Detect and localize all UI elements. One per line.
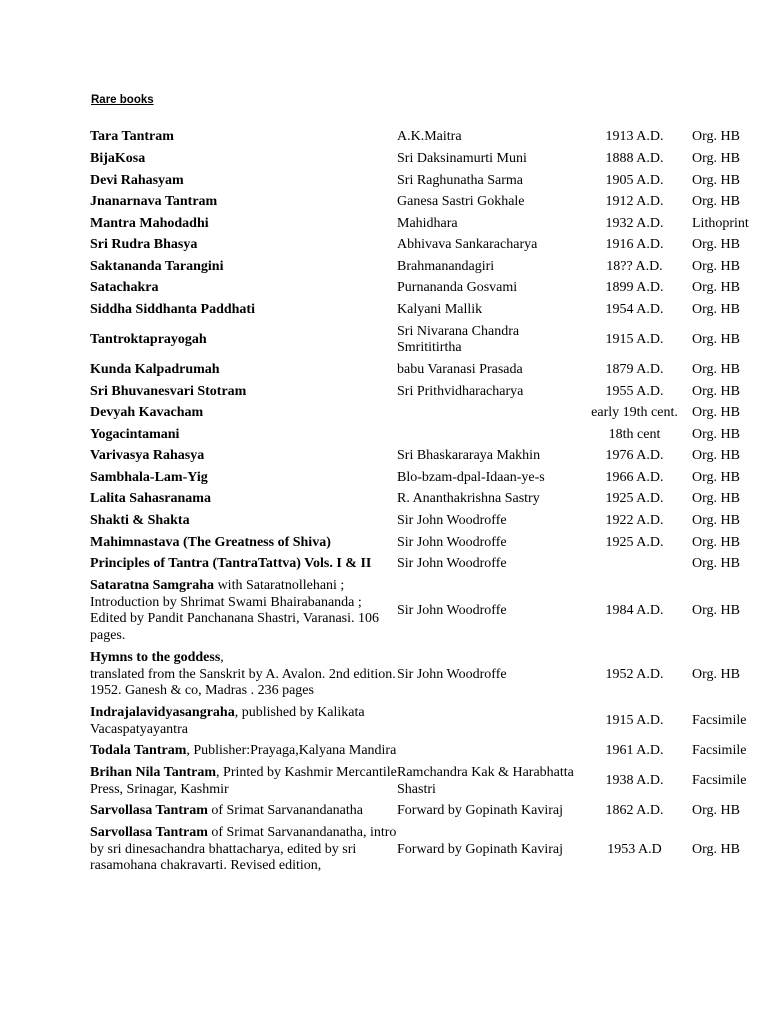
table-row <box>90 321 768 359</box>
book-format: Org. HB <box>692 556 740 572</box>
book-title: BijaKosa <box>90 150 146 166</box>
book-title: Tara Tantram <box>90 129 174 145</box>
book-format: Facsimile <box>692 773 747 789</box>
book-format: Lithoprint <box>692 215 749 231</box>
book-detail: , Printed by Kashmir Mercantile Press, Srinagar, Kashmir <box>90 764 397 797</box>
book-year: 1952 A.D. <box>605 666 664 682</box>
table-row <box>90 511 768 533</box>
book-title-cell <box>90 532 397 554</box>
book-title-cell <box>90 256 397 278</box>
book-year: 1925 A.D. <box>605 534 664 550</box>
book-year: 1932 A.D. <box>605 215 664 231</box>
book-format: Org. HB <box>692 491 740 507</box>
book-format: Org. HB <box>692 150 740 166</box>
table-row <box>90 532 768 554</box>
book-year: 1984 A.D. <box>605 602 664 618</box>
book-detail: with Sataratnollehani ; Introduction by Shrimat Swami Bhairabananda ; Edited by Pandit Panchanana Shastri, Varanasi. 106 pages. <box>90 577 380 644</box>
book-title: Mantra Mahodadhi <box>90 215 209 231</box>
book-title-cell <box>90 762 397 800</box>
book-title-cell <box>90 467 397 489</box>
book-title-cell <box>90 741 397 763</box>
book-author: Sir John Woodroffe <box>397 556 507 572</box>
book-format: Org. HB <box>692 129 740 145</box>
rare-books-rows <box>90 127 768 878</box>
book-author <box>397 403 583 425</box>
book-title: Lalita Sahasranama <box>90 491 211 507</box>
book-title: Indrajalavidyasangraha <box>90 704 235 720</box>
table-row <box>90 801 768 823</box>
book-detail: , translated from the Sanskrit by A. Avalon. 2nd edition. 1952. Ganesh & co, Madras . 236 pages <box>90 649 396 699</box>
book-format: Org. HB <box>692 841 740 857</box>
book-author: Abhivava Sankaracharya <box>397 237 538 253</box>
book-author: Purnananda Gosvami <box>397 280 518 296</box>
book-title: Yogacintamani <box>90 426 180 442</box>
book-year: 1925 A.D. <box>605 491 664 507</box>
book-title: Sri Bhuvanesvari Stotram <box>90 383 247 399</box>
book-title-cell <box>90 801 397 823</box>
table-row <box>90 703 768 741</box>
book-year: 1915 A.D. <box>605 713 664 729</box>
book-author <box>397 703 583 741</box>
book-format: Org. HB <box>692 361 740 377</box>
table-row <box>90 235 768 257</box>
book-author: Sri Bhaskararaya Makhin <box>397 448 541 464</box>
book-format: Org. HB <box>692 172 740 188</box>
book-author: Sri Nivarana Chandra Smrititirtha <box>397 323 520 356</box>
book-author: Sir John Woodroffe <box>397 513 507 529</box>
book-year: 18?? A.D. <box>606 258 663 274</box>
book-title-cell <box>90 647 397 702</box>
rare-books-table <box>90 127 768 878</box>
book-author: babu Varanasi Prasada <box>397 361 523 377</box>
table-row <box>90 489 768 511</box>
book-title-cell <box>90 300 397 322</box>
book-year: 1912 A.D. <box>605 194 664 210</box>
table-row <box>90 554 768 576</box>
book-format: Facsimile <box>692 743 747 759</box>
book-year: 1916 A.D. <box>605 237 664 253</box>
book-title-cell <box>90 127 397 149</box>
book-format: Org. HB <box>692 469 740 485</box>
book-title: Jnanarnava Tantram <box>90 194 218 210</box>
book-title: Brihan Nila Tantram <box>90 764 217 780</box>
book-title-cell <box>90 511 397 533</box>
book-year: 1922 A.D. <box>605 513 664 529</box>
book-format: Org. HB <box>692 383 740 399</box>
book-title-cell <box>90 321 397 359</box>
book-author: Mahidhara <box>397 215 458 231</box>
book-year: 1953 A.D <box>607 841 662 857</box>
table-row <box>90 149 768 171</box>
table-row <box>90 575 768 647</box>
book-title: Hymns to the goddess <box>90 649 221 665</box>
book-year: 1899 A.D. <box>605 280 664 296</box>
book-author: Ganesa Sastri Gokhale <box>397 194 525 210</box>
book-title: Kunda Kalpadrumah <box>90 361 220 377</box>
book-title-cell <box>90 822 397 877</box>
book-title: Principles of Tantra (TantraTattva) Vols. I & II <box>90 556 372 572</box>
table-row <box>90 467 768 489</box>
book-author: Kalyani Mallik <box>397 302 483 318</box>
book-format: Org. HB <box>692 237 740 253</box>
book-title-cell <box>90 403 397 425</box>
book-year: 1888 A.D. <box>605 150 664 166</box>
book-title: Devyah Kavacham <box>90 405 204 421</box>
book-detail: , Publisher:Prayaga,Kalyana Mandira <box>186 743 397 759</box>
table-row <box>90 192 768 214</box>
book-format: Org. HB <box>692 803 740 819</box>
book-year: 1976 A.D. <box>605 448 664 464</box>
book-year: 1954 A.D. <box>605 302 664 318</box>
book-format: Org. HB <box>692 331 740 347</box>
book-title-cell <box>90 213 397 235</box>
book-format: Org. HB <box>692 448 740 464</box>
book-year: 1913 A.D. <box>605 129 664 145</box>
book-author: Sri Daksinamurti Muni <box>397 150 527 166</box>
page-heading: Rare books <box>91 94 154 106</box>
book-author: Forward by Gopinath Kaviraj <box>397 803 564 819</box>
book-title-cell <box>90 170 397 192</box>
table-row <box>90 360 768 382</box>
book-detail: of Srimat Sarvanandanatha <box>207 803 363 819</box>
book-title: Sarvollasa Tantram <box>90 803 208 819</box>
book-year: 1915 A.D. <box>605 331 664 347</box>
book-title-cell <box>90 489 397 511</box>
book-year: 1961 A.D. <box>605 743 664 759</box>
book-year: 1862 A.D. <box>605 803 664 819</box>
book-format: Facsimile <box>692 713 747 729</box>
book-year: 1879 A.D. <box>605 361 664 377</box>
table-row <box>90 127 768 149</box>
book-format: Org. HB <box>692 426 740 442</box>
book-title: Saktananda Tarangini <box>90 258 224 274</box>
book-title-cell <box>90 554 397 576</box>
table-row <box>90 647 768 702</box>
book-detail: of Srimat Sarvanandanatha, intro by sri dinesachandra bhattacharya, edited by sri rasamohana chakravarti. Revised edition, <box>90 824 397 874</box>
book-year: 18th cent <box>608 426 661 442</box>
book-year: 1966 A.D. <box>605 469 664 485</box>
book-year: 1905 A.D. <box>605 172 664 188</box>
book-title: Todala Tantram <box>90 743 187 759</box>
table-row <box>90 762 768 800</box>
book-author: Sri Prithvidharacharya <box>397 383 524 399</box>
book-format: Org. HB <box>692 194 740 210</box>
book-format: Org. HB <box>692 602 740 618</box>
book-format: Org. HB <box>692 666 740 682</box>
book-format: Org. HB <box>692 302 740 318</box>
book-author: Sir John Woodroffe <box>397 534 507 550</box>
book-year: 1938 A.D. <box>605 773 664 789</box>
table-row <box>90 170 768 192</box>
book-title-cell <box>90 149 397 171</box>
book-author: Sir John Woodroffe <box>397 666 507 682</box>
book-title: Varivasya Rahasya <box>90 448 205 464</box>
table-row <box>90 256 768 278</box>
table-row <box>90 446 768 468</box>
book-format: Org. HB <box>692 513 740 529</box>
book-author: Ramchandra Kak & Harabhatta Shastri <box>397 764 574 797</box>
book-year <box>583 554 686 576</box>
book-title: Satachakra <box>90 280 159 296</box>
book-title-cell <box>90 235 397 257</box>
book-format: Org. HB <box>692 405 740 421</box>
book-title: Sataratna Samgraha <box>90 577 215 593</box>
book-year: 1955 A.D. <box>605 383 664 399</box>
book-title-cell <box>90 446 397 468</box>
table-row <box>90 403 768 425</box>
table-row <box>90 822 768 877</box>
book-title: Siddha Siddhanta Paddhati <box>90 302 255 318</box>
book-title: Tantroktaprayogah <box>90 331 207 347</box>
table-row <box>90 381 768 403</box>
book-title-cell <box>90 703 397 741</box>
book-author: Brahmanandagiri <box>397 258 495 274</box>
book-title-cell <box>90 381 397 403</box>
table-row <box>90 741 768 763</box>
book-author: Forward by Gopinath Kaviraj <box>397 841 564 857</box>
book-year: early 19th cent. <box>591 405 678 421</box>
table-row <box>90 278 768 300</box>
table-row <box>90 424 768 446</box>
book-format: Org. HB <box>692 280 740 296</box>
table-row <box>90 213 768 235</box>
book-title: Sarvollasa Tantram <box>90 824 208 840</box>
book-author: Sir John Woodroffe <box>397 602 507 618</box>
book-author <box>397 424 583 446</box>
book-format: Org. HB <box>692 258 740 274</box>
book-title: Sri Rudra Bhasya <box>90 237 198 253</box>
book-format: Org. HB <box>692 534 740 550</box>
book-author: Sri Raghunatha Sarma <box>397 172 523 188</box>
book-title: Devi Rahasyam <box>90 172 184 188</box>
book-title-cell <box>90 278 397 300</box>
book-title-cell <box>90 192 397 214</box>
table-row <box>90 300 768 322</box>
book-title: Mahimnastava (The Greatness of Shiva) <box>90 534 331 550</box>
book-detail: , published by Kalikata Vacaspatyayantra <box>90 704 365 737</box>
book-author <box>397 741 583 763</box>
book-author: A.K.Maitra <box>397 129 462 145</box>
book-author: R. Ananthakrishna Sastry <box>397 491 540 507</box>
book-title-cell <box>90 575 397 647</box>
book-title-cell <box>90 360 397 382</box>
book-title: Sambhala-Lam-Yig <box>90 469 208 485</box>
book-title-cell <box>90 424 397 446</box>
book-author: Blo-bzam-dpal-Idaan-ye-s <box>397 469 545 485</box>
book-title: Shakti & Shakta <box>90 513 190 529</box>
